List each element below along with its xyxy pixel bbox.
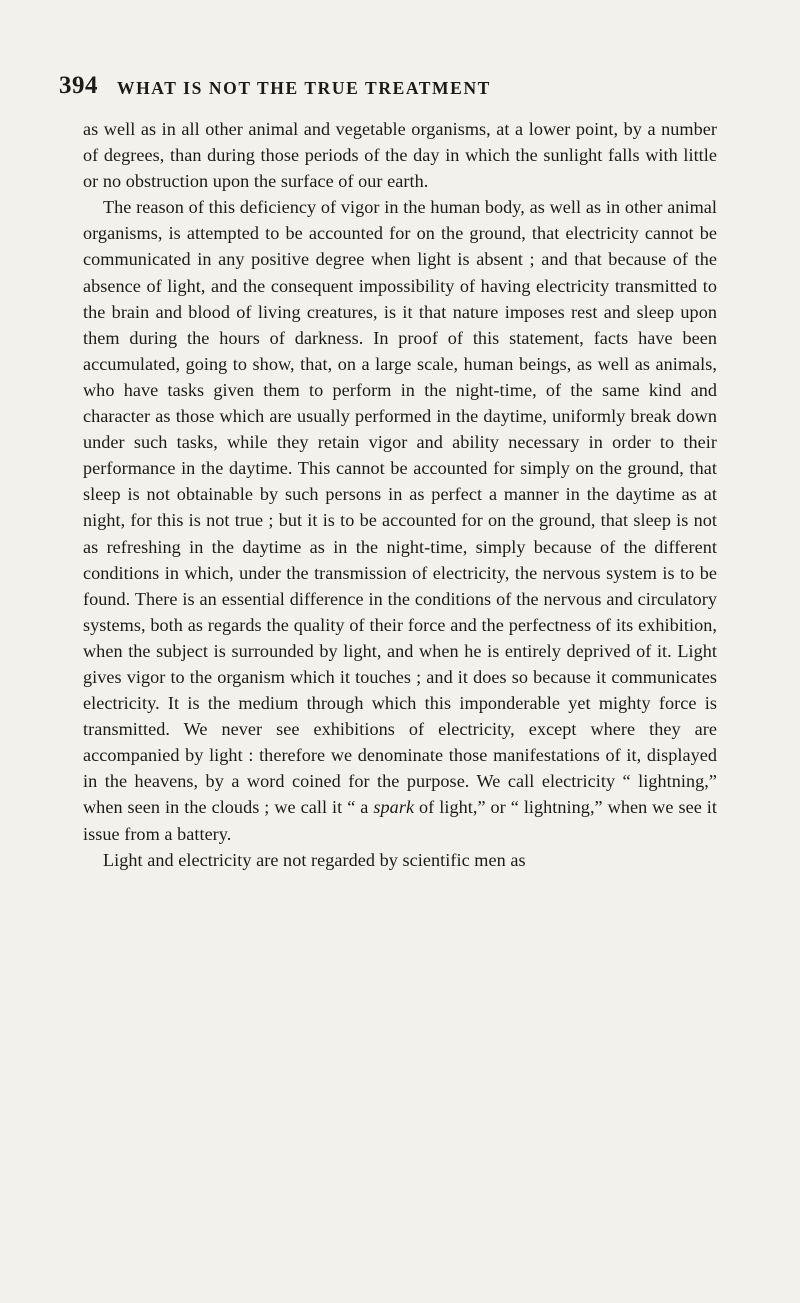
- italic-word: spark: [373, 797, 415, 818]
- paragraph-2-end: of light,” or “ lightning,” when we see it issue from a battery.: [83, 797, 717, 844]
- paragraph-2-text: The reason of this deficiency of vigor in the human body, as well as in other animal organisms, is attempted to be accounted for on the ground, that electricity cannot be communicated in any positive degree when light is absent ; and that because of the absence of light, and the consequent impossibility of having electricity transmitted to the brain and blood of living creatures, is it that nature imposes rest and sleep upon them during the hours of darkness. In proof of this statement, facts have been accumulated, going to show, that, on a large scale, human beings, as well as animals, who have tasks given them to perform in the night-time, of the same kind and character as those which are usually performed in the daytime, uniformly break down under such tasks, while they retain vigor and ability necessary in order to their performance in the daytime. This cannot be accounted for simply on the ground, that sleep is not obtainable by such persons in as perfect a manner in the daytime as at night, for this is not true ; but it is to be accounted for on the ground, that sleep is not as refreshing in the daytime as in the night-time, simply because of the different conditions in which, under the transmission of electricity, the nervous system is to be found. There is an essential difference in the conditions of the nervous and circulatory systems, both as regards the quality of their force and the perfectness of its exhibition, when the subject is surrounded by light, and when he is entirely deprived of it. Light gives vigor to the organism which it touches ; and it does so because it communicates electricity. It is the medium through which this imponderable yet mighty force is transmitted. We never see exhibitions of electricity, except where they are accompanied by light : therefore we denominate those manifestations of it, displayed in the heavens, by a word coined for the purpose. We call electricity “ lightning,” when seen in the clouds ; we call it “ a: [83, 197, 717, 818]
- running-head: [59, 72, 731, 102]
- paragraph-1: as well as in all other animal and vegetable organisms, at a lower point, by a number of degrees, than during those periods of the day in which the sunlight falls with little or no obstruction upon the surface of our earth.: [83, 119, 717, 192]
- body-text: [83, 116, 717, 873]
- paragraph-3: Light and electricity are not regarded by scientific men as: [103, 849, 526, 870]
- paragraph-2: [83, 194, 717, 846]
- running-head-title: WHAT IS NOT THE TRUE TREATMENT: [117, 78, 491, 98]
- page-number: 394: [59, 72, 98, 99]
